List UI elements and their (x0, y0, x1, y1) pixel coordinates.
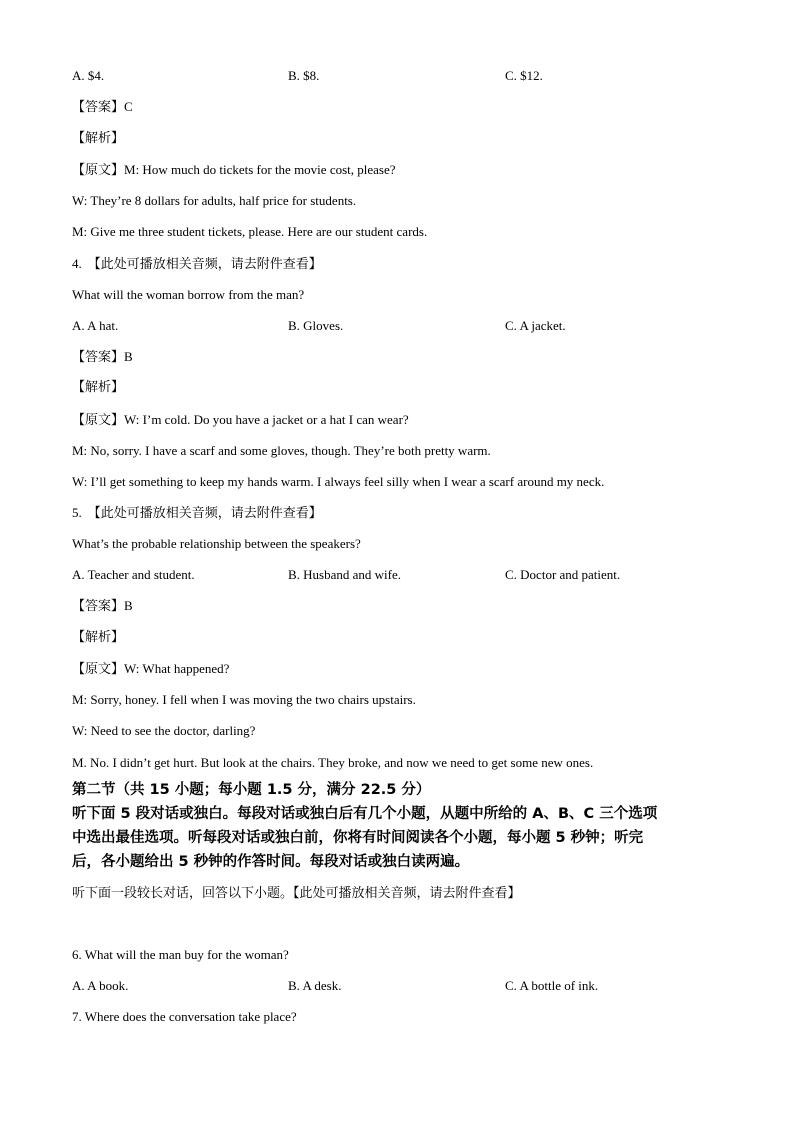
script-text: M: How much do tickets for the movie cost, please? (124, 162, 396, 177)
q3-script-line-1 (72, 162, 396, 179)
q5-analysis-label: 【解析】 (72, 630, 125, 645)
q3-script-line-2: W: They’re 8 dollars for adults, half price for students. (72, 193, 357, 208)
q7-question: 7. Where does the conversation take place? (72, 1009, 297, 1024)
q5-script-line-2: M: Sorry, honey. I fell when I was moving the two chairs upstairs. (72, 692, 416, 707)
script-label: 【原文】 (72, 163, 125, 178)
q5-script-line-1 (72, 661, 229, 678)
script-label: 【原文】 (72, 413, 125, 428)
section2-instruction-2: 中选出最佳选项。听每段对话或独白前，你将有时间阅读各个小题，每小题 5 秒钟；听完 (72, 830, 644, 846)
script-label: 【原文】 (72, 662, 125, 677)
section2-heading: 第二节（共 15 小题；每小题 1.5 分，满分 22.5 分） (72, 782, 431, 798)
q4-option-c: C. A jacket. (505, 318, 566, 333)
section2-instruction-1: 听下面 5 段对话或独白。每段对话或独白后有几个小题，从题中所给的 A、B、C 三个选项 (72, 806, 658, 822)
script-text: W: What happened? (124, 661, 230, 676)
q3-option-c: C. $12. (505, 68, 543, 83)
section2-audio-intro: 听下面一段较长对话，回答以下小题。【此处可播放相关音频，请去附件查看】 (72, 886, 521, 901)
q4-number: 4. (72, 256, 82, 271)
script-text: W: I’m cold. Do you have a jacket or a hat I can wear? (124, 412, 409, 427)
q6-options (72, 978, 732, 994)
q5-script-line-4: M. No. I didn’t get hurt. But look at the chairs. They broke, and now we need to get some new ones. (72, 755, 594, 770)
section2-block (72, 778, 732, 874)
q4-answer (72, 349, 133, 366)
q6-option-c: C. A bottle of ink. (505, 978, 599, 993)
q3-answer (72, 99, 133, 116)
answer-label: 【答案】 (72, 100, 125, 115)
answer-value: C (124, 99, 133, 114)
q4-option-b: B. Gloves. (288, 318, 344, 333)
q3-analysis-label: 【解析】 (72, 131, 125, 146)
q4-audio-note: 【此处可播放相关音频，请去附件查看】 (87, 257, 322, 272)
answer-value: B (124, 349, 133, 364)
answer-label: 【答案】 (72, 599, 125, 614)
answer-value: B (124, 598, 133, 613)
q6-option-a: A. A book. (72, 978, 129, 993)
q5-option-a: A. Teacher and student. (72, 567, 195, 582)
q4-script-line-1 (72, 412, 409, 429)
q5-option-b: B. Husband and wife. (288, 567, 402, 582)
q4-analysis-label: 【解析】 (72, 380, 125, 395)
q6-question: 6. What will the man buy for the woman? (72, 947, 289, 962)
q4-script-line-3: W: I’ll get something to keep my hands warm. I always feel silly when I wear a scarf around my neck. (72, 474, 605, 489)
answer-label: 【答案】 (72, 350, 125, 365)
section2-instruction-3: 后，各小题给出 5 秒钟的作答时间。每段对话或独白读两遍。 (72, 854, 470, 870)
q4-options (72, 318, 732, 334)
q4-question: What will the woman borrow from the man? (72, 287, 305, 302)
q5-audio-note: 【此处可播放相关音频，请去附件查看】 (87, 506, 322, 521)
q5-script-line-3: W: Need to see the doctor, darling? (72, 723, 256, 738)
q5-number: 5. (72, 505, 82, 520)
q3-script-line-3: M: Give me three student tickets, please. Here are our student cards. (72, 224, 428, 239)
q4-option-a: A. A hat. (72, 318, 119, 333)
q5-option-c: C. Doctor and patient. (505, 567, 621, 582)
q4-header (72, 256, 322, 273)
q5-answer (72, 598, 133, 615)
q3-options (72, 68, 732, 84)
q3-option-b: B. $8. (288, 68, 320, 83)
q5-header (72, 505, 322, 522)
q5-question: What’s the probable relationship between the speakers? (72, 536, 361, 551)
q3-option-a: A. $4. (72, 68, 105, 83)
q6-option-b: B. A desk. (288, 978, 342, 993)
q5-options (72, 567, 732, 583)
q4-script-line-2: M: No, sorry. I have a scarf and some gloves, though. They’re both pretty warm. (72, 443, 491, 458)
